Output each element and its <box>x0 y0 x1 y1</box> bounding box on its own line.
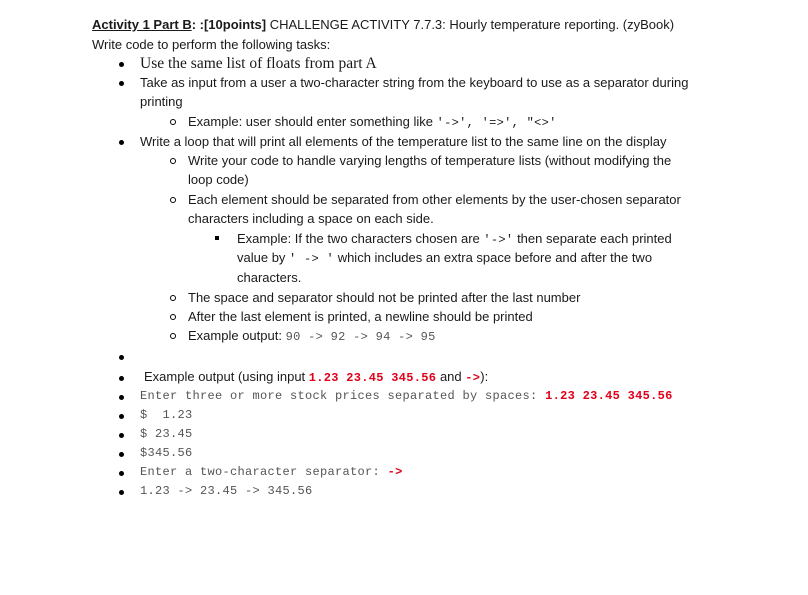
example-text: then separate each printed <box>517 231 672 246</box>
task-3: Write a loop that will print all elements of the temperature list to the same line on the display <box>140 134 667 149</box>
example-heading-separator: -> <box>465 371 481 385</box>
example-heading-text: Example output (using input <box>144 369 306 384</box>
bullet-icon <box>119 490 124 495</box>
bullet-icon <box>119 433 124 438</box>
bullet-icon <box>119 140 124 145</box>
task-3b-example-line1 <box>237 231 672 247</box>
bullet-icon <box>119 376 124 381</box>
task-1: Use the same list of floats from part A <box>140 55 377 72</box>
example-code: ' -> ' <box>289 252 335 266</box>
console-user-input: 1.23 23.45 345.56 <box>545 389 673 403</box>
bullet-icon <box>119 471 124 476</box>
task-2-example <box>188 114 557 130</box>
example-text: which includes an extra space before and after the two <box>337 250 653 265</box>
task-3b-line1: Each element should be separated from other elements by the user-chosen separator <box>188 192 681 207</box>
console-price-1: $ 1.23 <box>140 408 193 422</box>
task-2-example-prefix: Example: user should enter something like <box>188 114 433 129</box>
task-3e <box>188 328 436 344</box>
circle-bullet-icon <box>170 197 176 203</box>
example-heading-text: and <box>439 369 462 384</box>
circle-bullet-icon <box>170 119 176 125</box>
example-text: Example: If the two characters chosen are <box>237 231 480 246</box>
bullet-icon <box>119 452 124 457</box>
circle-bullet-icon <box>170 295 176 301</box>
example-output-label: Example output: <box>188 328 282 343</box>
bullet-icon <box>119 62 124 67</box>
console-final-output: 1.23 -> 23.45 -> 345.56 <box>140 484 313 498</box>
task-3b-example-line2 <box>237 250 652 266</box>
task-2-line2: printing <box>140 94 183 109</box>
circle-bullet-icon <box>170 333 176 339</box>
console-price-3: $345.56 <box>140 446 193 460</box>
console-prompt-2 <box>140 465 403 479</box>
example-heading-input: 1.23 23.45 345.56 <box>308 371 437 385</box>
console-prompt-1 <box>140 389 673 403</box>
console-prompt-text: Enter three or more stock prices separated by spaces: <box>140 389 538 403</box>
task-3b-line2: characters including a space on each side. <box>188 211 434 226</box>
task-3b-example-line3: characters. <box>237 270 302 285</box>
example-output-value: 90 -> 92 -> 94 -> 95 <box>285 330 436 344</box>
activity-label: Activity 1 Part B <box>92 17 192 32</box>
points-label: : :[10points] <box>191 17 267 32</box>
example-heading-text: ): <box>480 369 489 384</box>
console-price-2: $ 23.45 <box>140 427 193 441</box>
task-2-line1: Take as input from a user a two-character string from the keyboard to use as a separator during <box>140 75 689 90</box>
bullet-icon <box>119 81 124 86</box>
console-prompt-text: Enter a two-character separator: <box>140 465 381 479</box>
bullet-icon <box>119 395 124 400</box>
square-bullet-icon <box>215 236 219 240</box>
bullet-icon <box>119 414 124 419</box>
console-user-input: -> <box>387 465 403 479</box>
task-3c: The space and separator should not be printed after the last number <box>188 290 581 305</box>
example-text: value by <box>237 250 286 265</box>
intro-text: Write code to perform the following tasks: <box>92 37 331 52</box>
example-heading <box>144 369 488 385</box>
challenge-title: CHALLENGE ACTIVITY 7.7.3: Hourly temperature reporting. (zyBook) <box>269 17 675 32</box>
circle-bullet-icon <box>170 158 176 164</box>
task-3a-line2: loop code) <box>188 172 249 187</box>
activity-title <box>92 17 674 32</box>
example-code: '->' <box>483 233 514 247</box>
task-3d: After the last element is printed, a newline should be printed <box>188 309 533 324</box>
task-3a-line1: Write your code to handle varying lengths of temperature lists (without modifying the <box>188 153 672 168</box>
task-2-example-values: '->', '=>', "<>' <box>436 116 557 130</box>
bullet-icon <box>119 355 124 360</box>
circle-bullet-icon <box>170 314 176 320</box>
